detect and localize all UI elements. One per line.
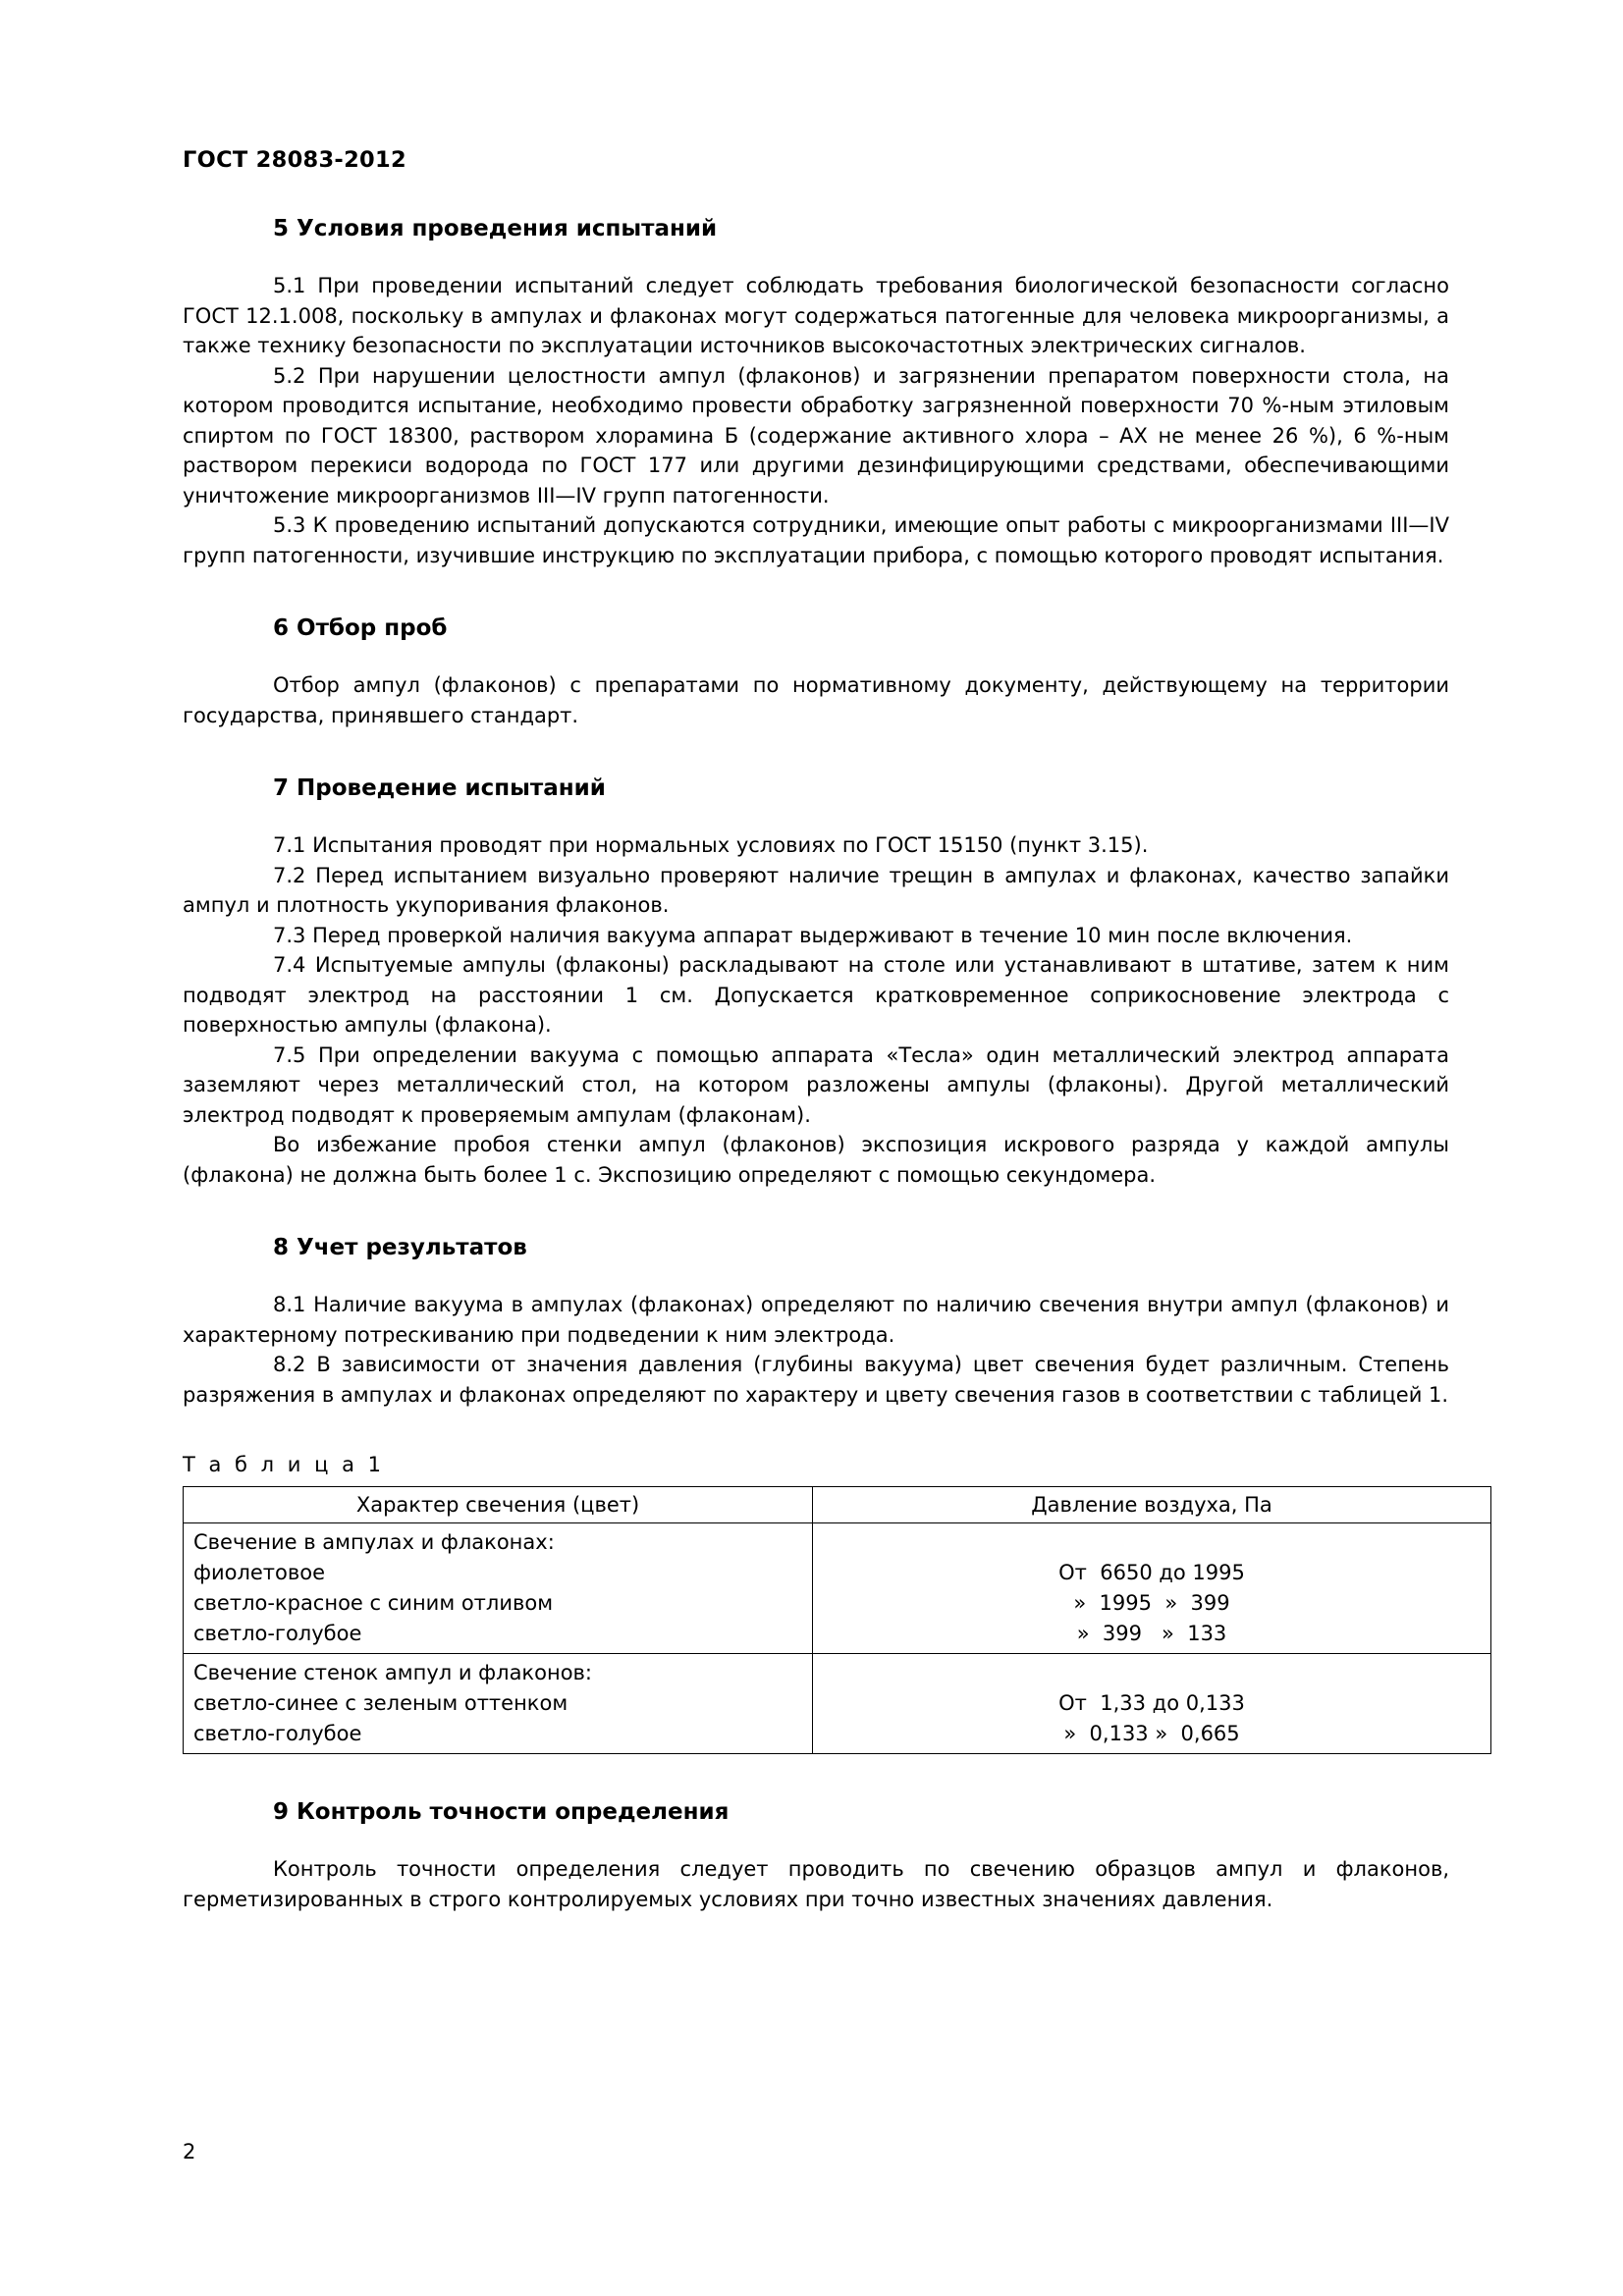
paragraph-7-3: 7.3 Перед проверкой наличия вакуума аппарат выдерживают в течение 10 мин после включения. [273, 923, 1353, 947]
table-cell-line: светло-синее с зеленым оттенком [193, 1691, 568, 1715]
paragraph-5-2: 5.2 При нарушении целостности ампул (флаконов) и загрязнении препаратом поверхности стола, на котором проводится испытание, необходимо провести обработку загрязненной поверхности 70 %-ным этиловым спиртом по ГОСТ 18300, раствором хлорамина Б (содержание активного хлора – АХ не менее 26 %), 6 %-ным раствором перекиси водорода по ГОСТ 177 или другими дезинфицирующими средствами, обеспечивающими уничтожение микроорганизмов III—IV групп патогенности. [183, 363, 1449, 507]
page-content [183, 147, 1449, 1914]
table-cell-character-1 [184, 1523, 813, 1654]
paragraph-6-1: Отбор ампул (флаконов) с препаратами по нормативному документу, действующему на территории государства, принявшего стандарт. [183, 673, 1449, 727]
table-cell-line: светло-голубое [193, 1622, 362, 1645]
paragraph-7-2: 7.2 Перед испытанием визуально проверяют наличие трещин в ампулах и флаконах, качество запайки ампул и плотность укупоривания флаконов. [183, 863, 1449, 917]
table-cell-line: светло-красное с синим отливом [193, 1591, 554, 1615]
table-cell-line [823, 1658, 1481, 1688]
paragraph-8-2: 8.2 В зависимости от значения давления (глубины вакуума) цвет свечения будет различным. Степень разряжения в ампулах и флаконах определяют по характеру и цвету свечения газов в соответствии с таблицей 1. [183, 1353, 1449, 1407]
document-standard-number: ГОСТ 28083-2012 [183, 147, 406, 173]
table-header-cell-character: Характер свечения (цвет) [184, 1487, 813, 1523]
section-heading-8: 8 Учет результатов [273, 1235, 527, 1260]
table-cell-line: » 1995 » 399 [1073, 1591, 1230, 1615]
table-cell-character-2 [184, 1654, 813, 1754]
table-cell-line: От 6650 до 1995 [1058, 1561, 1245, 1584]
table-cell-line: » 0,133 » 0,665 [1063, 1722, 1240, 1745]
paragraph-7-6: Во избежание пробоя стенки ампул (флаконов) экспозиция искрового разряда у каждой ампулы (флакона) не должна быть более 1 с. Экспозицию определяют с помощью секундомера. [183, 1133, 1449, 1187]
section-heading-9: 9 Контроль точности определения [273, 1799, 730, 1825]
table-cell-pressure-2 [813, 1654, 1491, 1754]
table-cell-line: светло-голубое [193, 1722, 362, 1745]
section-heading-7: 7 Проведение испытаний [273, 775, 606, 801]
paragraph-7-5: 7.5 При определении вакуума с помощью аппарата «Тесла» один металлический электрод аппарата заземляют через металлический стол, на котором разложены ампулы (флаконы). Другой металлический электрод подводят к проверяемым ампулам (флаконам). [183, 1042, 1449, 1127]
table-cell-line: От 1,33 до 0,133 [1058, 1691, 1245, 1715]
table-caption: Т а б л и ц а 1 [183, 1453, 385, 1476]
section-heading-6: 6 Отбор проб [273, 615, 448, 641]
paragraph-7-4: 7.4 Испытуемые ампулы (флаконы) раскладывают на столе или устанавливают в штативе, затем к ним подводят электрод на расстоянии 1 см. Допускается кратковременное соприкосновение электрода с поверхностью ампулы (флакона). [183, 953, 1449, 1037]
table-header-cell-pressure: Давление воздуха, Па [813, 1487, 1491, 1523]
paragraph-8-1: 8.1 Наличие вакуума в ампулах (флаконах) определяют по наличию свечения внутри ампул (флаконов) и характерному потрескиванию при подведении к ним электрода. [183, 1293, 1449, 1347]
table-1 [183, 1486, 1491, 1754]
paragraph-9-1: Контроль точности определения следует проводить по свечению образцов ампул и флаконов, герметизированных в строго контролируемых условиях при точно известных значениях давления. [183, 1857, 1449, 1911]
table-row [184, 1523, 1491, 1654]
table-cell-line: » 399 » 133 [1076, 1622, 1227, 1645]
table-cell-line [823, 1527, 1481, 1558]
table-cell-line: фиолетовое [193, 1561, 326, 1584]
table-cell-line: Свечение стенок ампул и флаконов: [193, 1661, 592, 1684]
table-cell-pressure-1 [813, 1523, 1491, 1654]
page-number: 2 [183, 2140, 196, 2163]
paragraph-5-1: 5.1 При проведении испытаний следует соблюдать требования биологической безопасности согласно ГОСТ 12.1.008, поскольку в ампулах и флаконах могут содержаться патогенные для человека микроорганизмы, а также технику безопасности по эксплуатации источников высокочастотных электрических сигналов. [183, 274, 1449, 357]
table-cell-line: Свечение в ампулах и флаконах: [193, 1530, 555, 1554]
table-row [184, 1654, 1491, 1754]
table-header-row [184, 1487, 1491, 1523]
paragraph-7-1: 7.1 Испытания проводят при нормальных условиях по ГОСТ 15150 (пункт 3.15). [273, 833, 1149, 857]
paragraph-5-3: 5.3 К проведению испытаний допускаются сотрудники, имеющие опыт работы с микроорганизмами III—IV групп патогенности, изучившие инструкцию по эксплуатации прибора, с помощью которого проводят испытания. [183, 513, 1449, 567]
section-heading-5: 5 Условия проведения испытаний [273, 216, 718, 241]
